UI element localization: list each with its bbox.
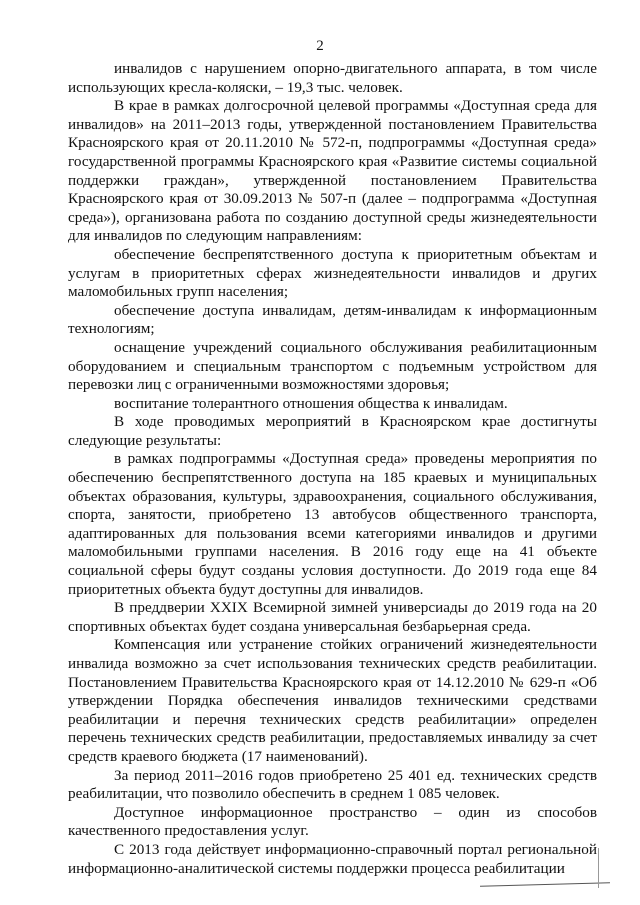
paragraph-12: Доступное информационное пространство – один из способов качественного предоставления услуг. [68, 803, 597, 840]
scan-artifact-line [480, 882, 610, 886]
paragraph-4: обеспечение доступа инвалидам, детям-инвалидам к информационным технологиям; [68, 301, 597, 338]
paragraph-1: инвалидов с нарушением опорно-двигательного аппарата, в том числе использующих кресла-коляски, – 19,3 тыс. человек. [68, 60, 597, 96]
document-body [68, 60, 597, 878]
paragraph-7: В ходе проводимых мероприятий в Красноярском крае достигнуты следующие результаты: [68, 413, 597, 449]
paragraph-3: обеспечение беспрепятственного доступа к приоритетным объектам и услугам в приоритетных сферах жизнедеятельности инвалидов и других маломобильных групп населения; [68, 245, 597, 301]
page-number: 2 [316, 38, 324, 54]
paragraph-6: воспитание толерантного отношения общества к инвалидам. [114, 394, 508, 412]
paragraph-8: в рамках подпрограммы «Доступная среда» проведены мероприятия по обеспечению беспрепятственного доступа на 185 краевых и муниципальных объектах образования, культуры, здравоохранения, социального обслуживания, спорта, занятости, приобретено 13 автобусов общественного транспорта, адаптированных для пользования всеми категориями инвалидов и другими маломобильными группами населения. В 2016 году еще на 41 объекте социальной сферы будут созданы условия доступности. До 2019 года еще 84 приоритетных объекта будут доступны для инвалидов. [68, 450, 597, 598]
scan-artifact-edge [598, 848, 599, 888]
paragraph-11: За период 2011–2016 годов приобретено 25 401 ед. технических средств реабилитации, что позволило обеспечить в среднем 1 085 человек. [68, 766, 597, 803]
paragraph-2: В крае в рамках долгосрочной целевой программы «Доступная среда для инвалидов» на 2011–2013 годы, утвержденной постановлением Правительства Красноярского края от 20.11.2010 № 572-п, подпрограммы «Доступная среда» государственной программы Красноярского края «Развитие системы социальной поддержки граждан», утвержденной постановлением Правительства Красноярского края от 30.09.2013 № 507-п (далее – подпрограмма «Доступная среда»), организована работа по созданию доступной среды жизнедеятельности для инвалидов по следующим направлениям: [68, 97, 597, 245]
paragraph-9: В преддверии XXIX Всемирной зимней универсиады до 2019 года на 20 спортивных объектах будет создана универсальная безбарьерная среда. [68, 599, 597, 635]
paragraph-10: Компенсация или устранение стойких ограничений жизнедеятельности инвалида возможно за счет использования технических средств реабилитации. Постановлением Правительства Красноярского края от 14.12.2010 № 629-п «Об утверждении Порядка обеспечения инвалидов техническими средствами реабилитации и перечня технических средств реабилитации» определен перечень технических средств реабилитации, предоставляемых инвалиду за счет средств краевого бюджета (17 наименований). [68, 636, 597, 765]
paragraph-13: С 2013 года действует информационно-справочный портал региональной информационно-аналитической системы поддержки процесса реабилитации [68, 840, 597, 877]
paragraph-5: оснащение учреждений социального обслуживания реабилитационным оборудованием и специальным транспортом с подъемным устройством для перевозки лиц с ограниченными возможностями здоровья; [68, 338, 597, 394]
